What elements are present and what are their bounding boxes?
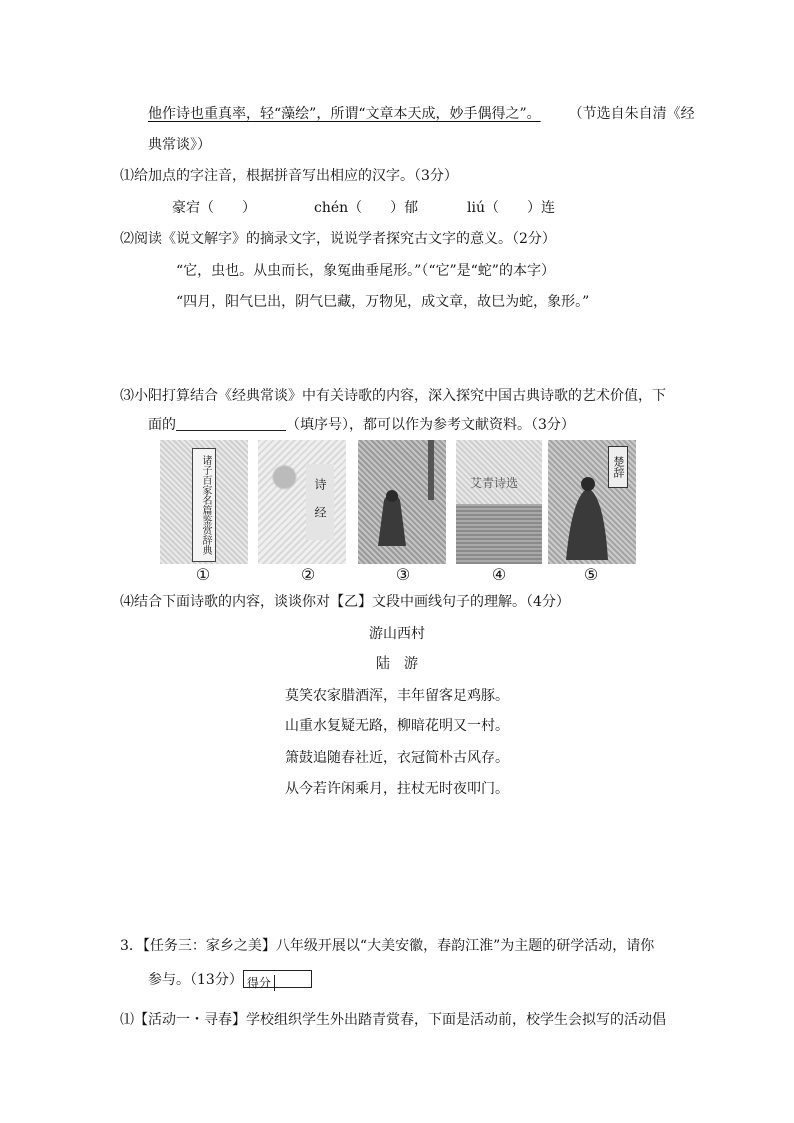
passage-line-2: 典常谈》） xyxy=(148,137,211,153)
cover-number-2: ② xyxy=(300,565,316,584)
task-3-line-2 xyxy=(148,970,312,990)
score-box[interactable] xyxy=(243,970,312,988)
spacer xyxy=(541,106,569,120)
question-3-line-1: ⑶小阳打算结合《经典常谈》中有关诗歌的内容，深入探究中国古典诗歌的艺术价值，下 xyxy=(120,388,666,404)
cover-number-1: ① xyxy=(195,565,211,584)
cover-4-title: 艾青诗选 xyxy=(470,476,519,490)
poem-line-1: 莫笑农家腊酒浑，丰年留客足鸡豚。 xyxy=(285,688,509,704)
cover-2-title: 诗经 xyxy=(306,464,334,540)
q3-suffix: （填序号），都可以作为参考文献资料。（3分） xyxy=(286,417,575,433)
cover-number-3: ③ xyxy=(395,565,411,584)
question-2: ⑵阅读《说文解字》的摘录文字，说说学者探究古文字的意义。（2分） xyxy=(120,231,556,247)
cover-4-landscape xyxy=(456,504,542,564)
book-cover-5 xyxy=(548,440,636,564)
score-label: 得分 xyxy=(244,975,275,991)
question-3-line-2 xyxy=(148,415,575,435)
book-cover-1 xyxy=(160,440,248,564)
task-3-line-1: 3．【任务三：家乡之美】八年级开展以“大美安徽，春韵江淮”为主题的研学活动，请你 xyxy=(120,938,655,954)
source-note: （节选自朱自清《经 xyxy=(568,106,695,122)
book-cover-row xyxy=(160,440,636,564)
question-1: ⑴给加点的字注音，根据拼音写出相应的汉字。（3分） xyxy=(120,168,458,184)
task-3-activity-1: ⑴【活动一・寻春】学校组织学生外出踏青赏春，下面是活动前，校学生会拟写的活动倡 xyxy=(120,1012,666,1028)
task-3-points: 参与。（13分） xyxy=(148,972,243,988)
cover-1-title: 诸子百家名篇鉴赏辞典 xyxy=(192,448,216,562)
answer-blank[interactable] xyxy=(176,416,286,431)
poem-line-3: 箫鼓追随春社近，衣冠简朴古风存。 xyxy=(285,750,509,766)
cover-number-4: ④ xyxy=(491,565,507,584)
q1-item-2: chén（ ）郁 xyxy=(314,200,419,216)
figure-silhouette-icon xyxy=(358,440,446,564)
q2-quote-2: “四月，阳气巳出，阴气巳藏，万物见，成文章，故巳为蛇，象形。” xyxy=(176,294,590,310)
cover-5-title: 楚辞 xyxy=(608,446,628,488)
question-4: ⑷结合下面诗歌的内容，谈谈你对【乙】文段中画线句子的理解。（4分） xyxy=(120,594,570,610)
cover-number-5: ⑤ xyxy=(583,565,599,584)
book-cover-4 xyxy=(456,440,542,564)
underlined-sentence: 他作诗也重真率，轻“藻绘”，所谓“文章本天成，妙手偶得之”。 xyxy=(148,106,541,122)
poem-title: 游山西村 xyxy=(369,626,425,642)
book-cover-3 xyxy=(358,440,446,564)
q3-prefix: 面的 xyxy=(148,417,176,433)
q2-quote-1: “它，虫也。从虫而长，象冤曲垂尾形。”（“它”是“蛇”的本字） xyxy=(176,263,555,279)
q1-item-3: liú（ ）连 xyxy=(467,200,555,216)
score-field[interactable] xyxy=(275,971,311,987)
figure-silhouette-icon xyxy=(548,440,636,564)
q1-item-1: 豪宕（ ） xyxy=(172,200,256,216)
poem-line-4: 从今若许闲乘月，拄杖无时夜叩门。 xyxy=(285,781,509,797)
poem-line-2: 山重水复疑无路，柳暗花明又一村。 xyxy=(285,718,509,734)
passage-line-1 xyxy=(148,104,695,124)
poem-author: 陆 游 xyxy=(376,656,418,672)
book-cover-2 xyxy=(258,440,346,564)
